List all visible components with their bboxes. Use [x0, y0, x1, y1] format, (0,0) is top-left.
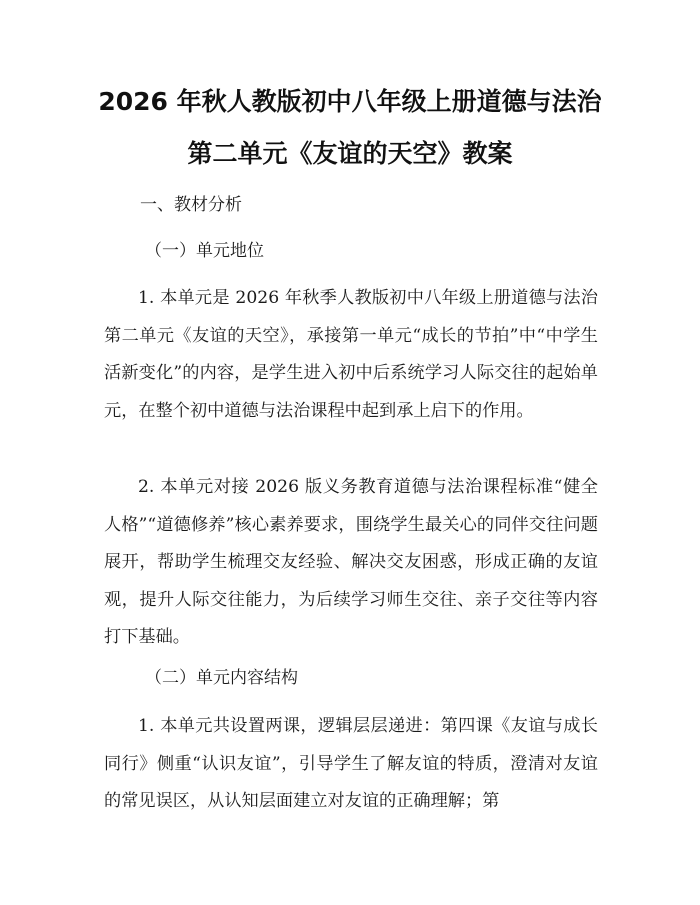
paragraph-unit-position-1: 1. 本单元是 2026 年秋季人教版初中八年级上册道德与法治第二单元《友谊的天空》，承接第一单元“成长的节拍”中“中学生活新变化”的内容，是学生进入初中后系统学习人际交往的起始单元，在整个初中道德与法治课程中起到承上启下的作用。	[104, 288, 598, 421]
subsection-heading-unit-position: （一）单元地位	[145, 241, 264, 261]
paragraph-unit-structure-1: 1. 本单元共设置两课，逻辑层层递进：第四课《友谊与成长同行》侧重“认识友谊”，引导学生了解友谊的特质，澄清对友谊的常见误区，从认知层面建立对友谊的正确理解；第	[104, 716, 598, 812]
subsection-heading-unit-structure: （二）单元内容结构	[145, 668, 298, 688]
section-heading-teaching-material-analysis: 一、教材分析	[140, 195, 242, 215]
document-title: 2026 年秋人教版初中八年级上册道德与法治	[98, 87, 602, 116]
document-subtitle: 第二单元《友谊的天空》教案	[187, 139, 513, 168]
paragraph-unit-position-2: 2. 本单元对接 2026 版义务教育道德与法治课程标准“健全人格”“道德修养”核心素养要求，围绕学生最关心的同伴交往问题展开，帮助学生梳理交友经验、解决交友困惑，形成正确的友谊观，提升人际交往能力，为后续学习师生交往、亲子交往等内容打下基础。	[104, 477, 598, 648]
